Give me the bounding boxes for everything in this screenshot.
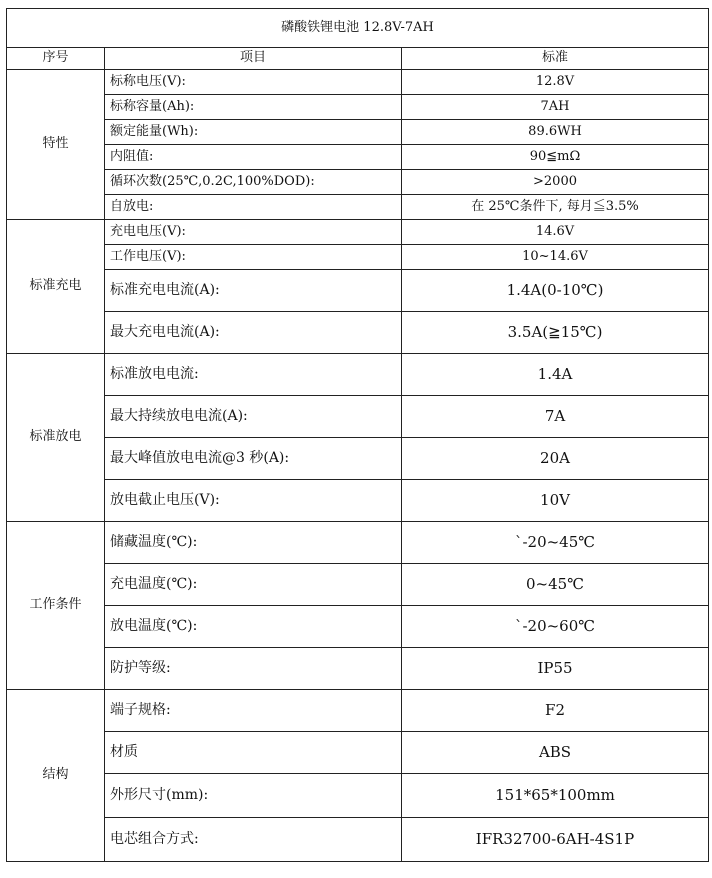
item-label: 端子规格:: [105, 690, 402, 732]
table-row: [7, 522, 709, 564]
table-row: [7, 648, 709, 690]
category-standard-charge: 标准充电: [7, 220, 105, 354]
item-value: 14.6V: [402, 220, 709, 245]
item-label: 放电温度(℃):: [105, 606, 402, 648]
table-row: [7, 774, 709, 818]
item-value: 10~14.6V: [402, 245, 709, 270]
item-value: F2: [402, 690, 709, 732]
item-label: 材质: [105, 732, 402, 774]
item-value: IP55: [402, 648, 709, 690]
table-row: [7, 354, 709, 396]
category-structure: 结构: [7, 690, 105, 862]
table-row: [7, 70, 709, 95]
item-value: IFR32700-6AH-4S1P: [402, 818, 709, 862]
item-value: 10V: [402, 480, 709, 522]
header-standard: 标准: [402, 48, 709, 70]
spec-table: [6, 8, 709, 862]
item-label: 工作电压(V):: [105, 245, 402, 270]
item-value: >2000: [402, 170, 709, 195]
item-label: 额定能量(Wh):: [105, 120, 402, 145]
table-row: [7, 170, 709, 195]
item-label: 标准充电电流(A):: [105, 270, 402, 312]
header-item: 项目: [105, 48, 402, 70]
table-row: [7, 220, 709, 245]
item-value: ABS: [402, 732, 709, 774]
table-row: [7, 396, 709, 438]
item-label: 标准放电电流:: [105, 354, 402, 396]
item-label: 防护等级:: [105, 648, 402, 690]
table-row: [7, 270, 709, 312]
item-value: 151*65*100mm: [402, 774, 709, 818]
table-row: [7, 95, 709, 120]
item-value: 90≦mΩ: [402, 145, 709, 170]
header-index: 序号: [7, 48, 105, 70]
item-value: 在 25℃条件下, 每月≦3.5%: [402, 195, 709, 220]
category-standard-discharge: 标准放电: [7, 354, 105, 522]
item-value: 0~45℃: [402, 564, 709, 606]
document-title: 磷酸铁锂电池 12.8V-7AH: [7, 9, 709, 48]
item-label: 充电温度(℃):: [105, 564, 402, 606]
table-row: [7, 732, 709, 774]
item-label: 标称电压(V):: [105, 70, 402, 95]
table-row: [7, 312, 709, 354]
item-label: 内阻值:: [105, 145, 402, 170]
item-value: 7AH: [402, 95, 709, 120]
item-value: 1.4A(0-10℃): [402, 270, 709, 312]
item-label: 电芯组合方式:: [105, 818, 402, 862]
table-row: [7, 818, 709, 862]
item-value: `-20~45℃: [402, 522, 709, 564]
item-label: 最大充电电流(A):: [105, 312, 402, 354]
table-row: [7, 606, 709, 648]
item-value: 12.8V: [402, 70, 709, 95]
item-label: 最大峰值放电电流@3 秒(A):: [105, 438, 402, 480]
item-label: 充电电压(V):: [105, 220, 402, 245]
item-label: 自放电:: [105, 195, 402, 220]
table-row: [7, 564, 709, 606]
table-row: [7, 195, 709, 220]
item-value: 20A: [402, 438, 709, 480]
table-row: [7, 145, 709, 170]
table-row: [7, 120, 709, 145]
item-label: 外形尺寸(mm):: [105, 774, 402, 818]
item-label: 循环次数(25℃,0.2C,100%DOD):: [105, 170, 402, 195]
item-value: 7A: [402, 396, 709, 438]
item-label: 标称容量(Ah):: [105, 95, 402, 120]
item-value: 89.6WH: [402, 120, 709, 145]
table-row: [7, 245, 709, 270]
item-value: 3.5A(≧15℃): [402, 312, 709, 354]
item-label: 最大持续放电电流(A):: [105, 396, 402, 438]
table-row: [7, 480, 709, 522]
table-row: [7, 690, 709, 732]
item-value: 1.4A: [402, 354, 709, 396]
category-working-conditions: 工作条件: [7, 522, 105, 690]
category-characteristics: 特性: [7, 70, 105, 220]
table-row: [7, 438, 709, 480]
item-label: 放电截止电压(V):: [105, 480, 402, 522]
item-value: `-20~60℃: [402, 606, 709, 648]
item-label: 储藏温度(℃):: [105, 522, 402, 564]
